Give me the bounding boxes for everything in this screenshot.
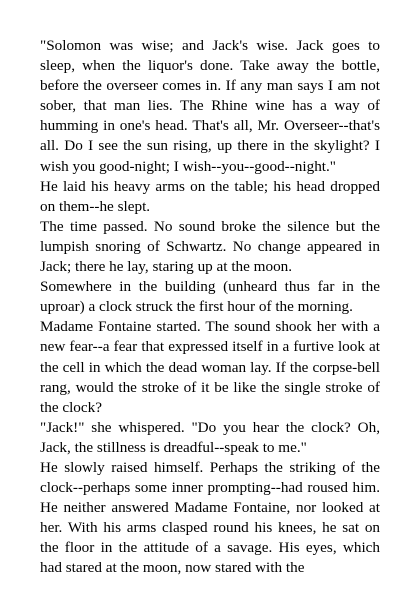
paragraph-4: Somewhere in the building (unheard thus far in the uproar) a clock struck the first hour of the morning. <box>40 278 380 316</box>
paragraph-5: Madame Fontaine started. The sound shook her with a new fear--a fear that expressed itself in a furtive look at the cell in which the dead woman lay. If the corpse-bell rang, would the stroke of it be like the single stroke of the clock? <box>40 318 380 416</box>
paragraph-6: "Jack!" she whispered. "Do you hear the clock? Oh, Jack, the stillness is dreadful--speak to me." <box>40 418 380 456</box>
page-body <box>40 36 380 579</box>
paragraph-2: He laid his heavy arms on the table; his head dropped on them--he slept. <box>40 177 380 215</box>
paragraph-3: The time passed. No sound broke the silence but the lumpish snoring of Schwartz. No change appeared in Jack; there he lay, staring up at the moon. <box>40 217 380 276</box>
paragraph-1: "Solomon was wise; and Jack's wise. Jack goes to sleep, when the liquor's done. Take away the bottle, before the overseer comes in. If any man says I am not sober, that man lies. The Rhine wine has a way of humming in one's head. That's all, Mr. Overseer--that's all. Do I see the sun rising, up there in the skylight? I wish you good-night; I wish--you--good--night." <box>40 37 380 175</box>
paragraph-7: He slowly raised himself. Perhaps the striking of the clock--perhaps some inner prompting--had roused him. He neither answered Madame Fontaine, nor looked at her. With his arms clasped round his knees, he sat on the floor in the attitude of a savage. His eyes, which had stared at the moon, now stared with the <box>40 458 380 577</box>
